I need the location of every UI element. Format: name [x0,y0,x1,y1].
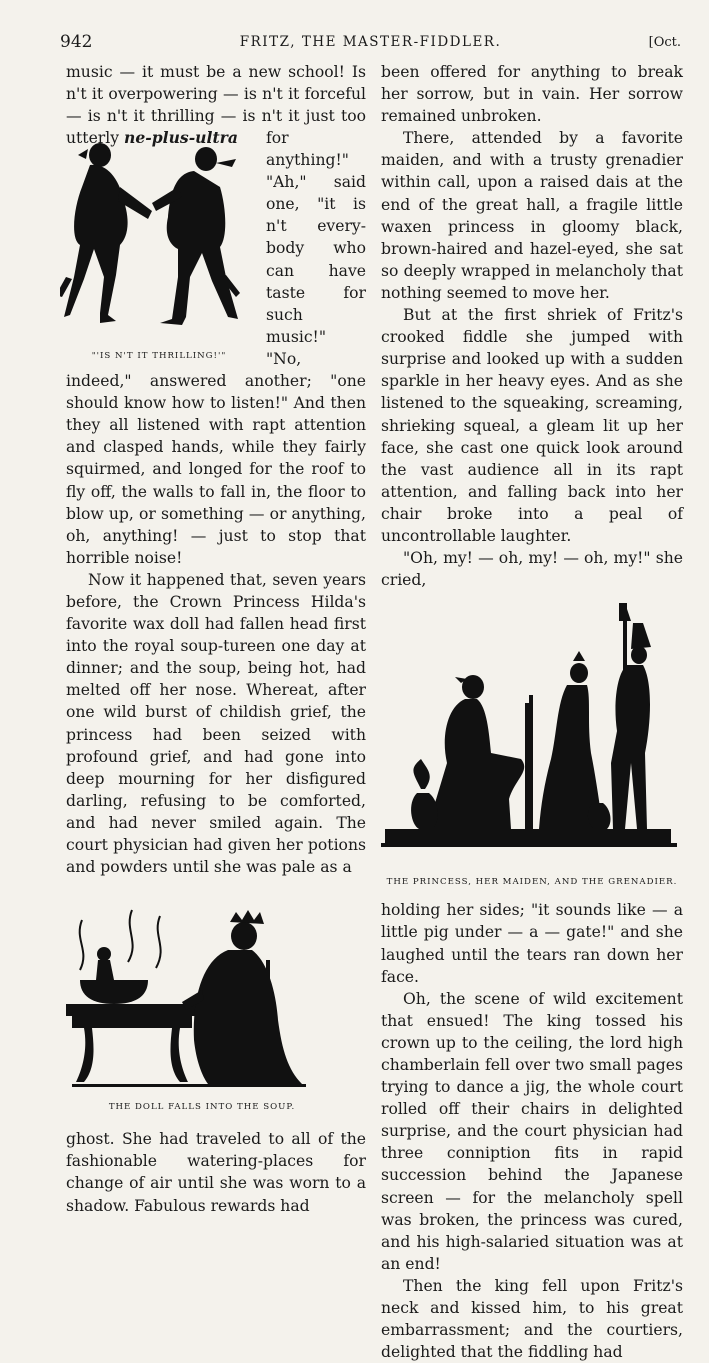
paragraph-text: been offered for anything to break her sorrow, but in vain. Her sorrow remained unbroken. [381,63,683,126]
silhouette-doll-soup-image [52,900,368,1090]
emphasis-text: ne-plus-ultra [124,128,238,148]
issue-month: [Oct. [648,35,681,50]
right-column [381,61,683,1363]
paragraph-text: There, attended by a favorite maiden, and with a trusty grenadier within call, upon a raised dais at the end of the great hall, a fragile little waxen princess in gloomy black, brown-haired and hazel-eyed, she sat so deeply wrapped in melancholy that nothing seemed to move her. [381,129,683,302]
page-number: 942 [60,32,93,52]
silhouette-princess-image [381,603,683,865]
illustration-thrilling [60,127,258,367]
paragraph-text: for anything!" "Ah," said one, "it is n't every-body who can have taste for such music!" "No, indeed," answered another; "one should know how to listen!" And then they all listened with rapt attention and clasped hands, while they fairly squirmed, and longed for the roof to fly off, the walls to fall in, the floor to blow up, or something — or anything, oh, anything! — just to stop that horrible noise! [66,129,366,567]
paragraph-text: Then the king fell upon Fritz's neck and kissed him, to his great embarrassment; and the courtiers, delighted that the fiddling had [381,1276,683,1362]
paragraph-text: holding her sides; "it sounds like — a little pig under — a — gate!" and she laughed until the tears ran down her face. [381,901,683,986]
caption-thrilling: "'IS N'T IT THRILLING!'" [91,351,227,362]
caption-princess: THE PRINCESS, HER MAIDEN, AND THE GRENADIER. [386,877,678,888]
illustration-princess [381,603,683,893]
paragraph-text: Oh, the scene of wild excitement that ensued! The king tossed his crown up to the ceiling, the lord high chamberlain fell over two small pages trying to dance a jig, the whole court rolled off their chairs in delighted surprise, and the court physician had three conniption fits in rapid succession behind the Japanese screen — for the melancholy spell was broken, the princess was cured, and his high-salaried situation was at an end! [381,989,683,1273]
caption-doll: THE DOLL FALLS INTO THE SOUP. [108,1102,296,1113]
paragraph-text: ghost. She had traveled to all of the fashionable watering-places for change of air until she was worn to a shadow. Fabulous rewards had [66,1130,366,1215]
paragraph-text: Now it happened that, seven years before, the Crown Princess Hilda's favorite wax doll had fallen head first into the royal soup-tureen one day at dinner; and the soup, being hot, had melted off her nose. Whereat, after one wild burst of childish grief, the princess had been seized with profound grief, and had gone into deep mourning for her disfigured darling, refusing to be comforted, and had never smiled again. The court physician had given her potions and powders until she was pale as a [66,570,366,877]
paragraph-text: But at the first shriek of Fritz's crooked fiddle she jumped with surprise and looked up with a sudden sparkle in her heavy eyes. And as she listened to the squeaking, screaming, shrieking squeal, a gleam lit up her face, she cast one quick look around the vast audience all in its rapt attention, and falling back into her chair broke into a peal of uncontrollable laughter. [381,306,683,545]
left-column [66,61,366,1217]
illustration-doll [52,900,368,1118]
silhouette-courtiers-image [60,127,258,339]
paragraph-text: music — it must be a new school! Is n't it overpowering — is n't it forceful — is n't it thrilling — is n't it just too utterly [66,63,366,148]
running-title: FRITZ, THE MASTER-FIDDLER. [239,34,502,50]
running-header [60,32,681,54]
paragraph-text: "Oh, my! — oh, my! — oh, my!" she cried, [381,549,683,590]
